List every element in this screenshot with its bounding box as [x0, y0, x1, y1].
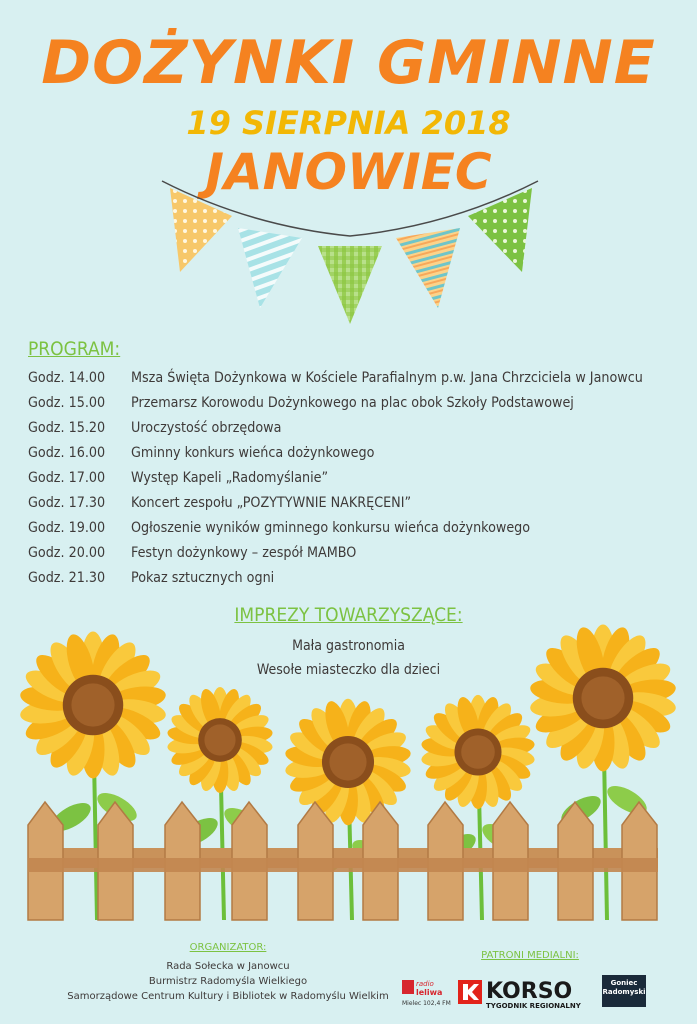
program-description: Uroczystość obrzędowa: [131, 420, 282, 436]
organizer-line: Burmistrz Radomyśla Wielkiego: [148, 976, 308, 987]
flag-1: [170, 188, 232, 272]
event-date: 19 SIERPNIA 2018: [186, 104, 511, 142]
radio-frequency: Mielec 102,4 FM: [402, 1000, 451, 1007]
radio-brand: leliwa: [416, 988, 443, 997]
program-time: Godz. 15.00: [28, 395, 106, 411]
korso-logo: [458, 976, 596, 1010]
program-description: Przemarsz Korowodu Dożynkowego na plac obok Szkoły Podstawowej: [131, 395, 574, 411]
goniec-line1: Goniec: [610, 979, 638, 987]
radio-label: radio: [416, 980, 434, 988]
program-time: Godz. 17.30: [28, 495, 106, 511]
side-event-item: Wesołe miasteczko dla dzieci: [256, 662, 441, 678]
program-description: Koncert zespołu „POZYTYWNIE NAKRĘCENI”: [131, 495, 412, 511]
program-time: Godz. 14.00: [28, 370, 106, 386]
program-time: Godz. 19.00: [28, 520, 106, 536]
program-item: [28, 566, 643, 591]
sunflower-fence-illustration: [0, 620, 697, 930]
patrons-heading: PATRONI MEDIALNI:: [481, 950, 579, 961]
program-time: Godz. 16.00: [28, 445, 106, 461]
program-item: [28, 516, 643, 541]
program-description: Występ Kapeli „Radomyślanie”: [131, 470, 329, 486]
program-item: [28, 466, 643, 491]
program-heading: PROGRAM:: [28, 338, 121, 360]
flag-4: [396, 228, 460, 308]
program-item: [28, 366, 643, 391]
program-description: Festyn dożynkowy – zespół MAMBO: [131, 545, 357, 561]
flag-5: [468, 188, 532, 272]
goniec-line2: Radomyski: [602, 988, 646, 996]
bunting-decoration: [150, 176, 550, 326]
korso-subtitle: TYGODNIK REGIONALNY: [486, 1002, 581, 1010]
goniec-radomyski-logo: [602, 975, 646, 1007]
program-item: [28, 441, 643, 466]
flag-3: [318, 246, 382, 324]
program-description: Gminny konkurs wieńca dożynkowego: [131, 445, 375, 461]
program-time: Godz. 20.00: [28, 545, 106, 561]
organizer-heading: ORGANIZATOR:: [189, 942, 267, 953]
program-description: Ogłoszenie wyników gminnego konkursu wieńca dożynkowego: [131, 520, 531, 536]
radio-leliwa-logo: [402, 976, 452, 1008]
organizer-line: Rada Sołecka w Janowcu: [166, 961, 290, 972]
side-event-item: Mała gastronomia: [292, 638, 405, 654]
organizer-line: Samorządowe Centrum Kultury i Bibliotek w Radomyślu Wielkim: [67, 991, 389, 1002]
flag-2: [238, 228, 302, 308]
program-item: [28, 491, 643, 516]
program-item: [28, 541, 643, 566]
event-title: DOŻYNKI GMINNE: [41, 28, 656, 98]
program-item: [28, 391, 643, 416]
program-list: [28, 366, 643, 591]
event-place: JANOWIEC: [205, 143, 492, 201]
program-description: Msza Święta Dożynkowa w Kościele Parafialnym p.w. Jana Chrzciciela w Janowcu: [131, 370, 643, 386]
program-time: Godz. 17.00: [28, 470, 106, 486]
program-item: [28, 416, 643, 441]
program-time: Godz. 15.20: [28, 420, 106, 436]
korso-name: KORSO: [486, 979, 573, 1004]
program-time: Godz. 21.30: [28, 570, 106, 586]
side-events-heading: IMPREZY TOWARZYSZĄCE:: [234, 604, 463, 626]
program-description: Pokaz sztucznych ogni: [131, 570, 275, 586]
